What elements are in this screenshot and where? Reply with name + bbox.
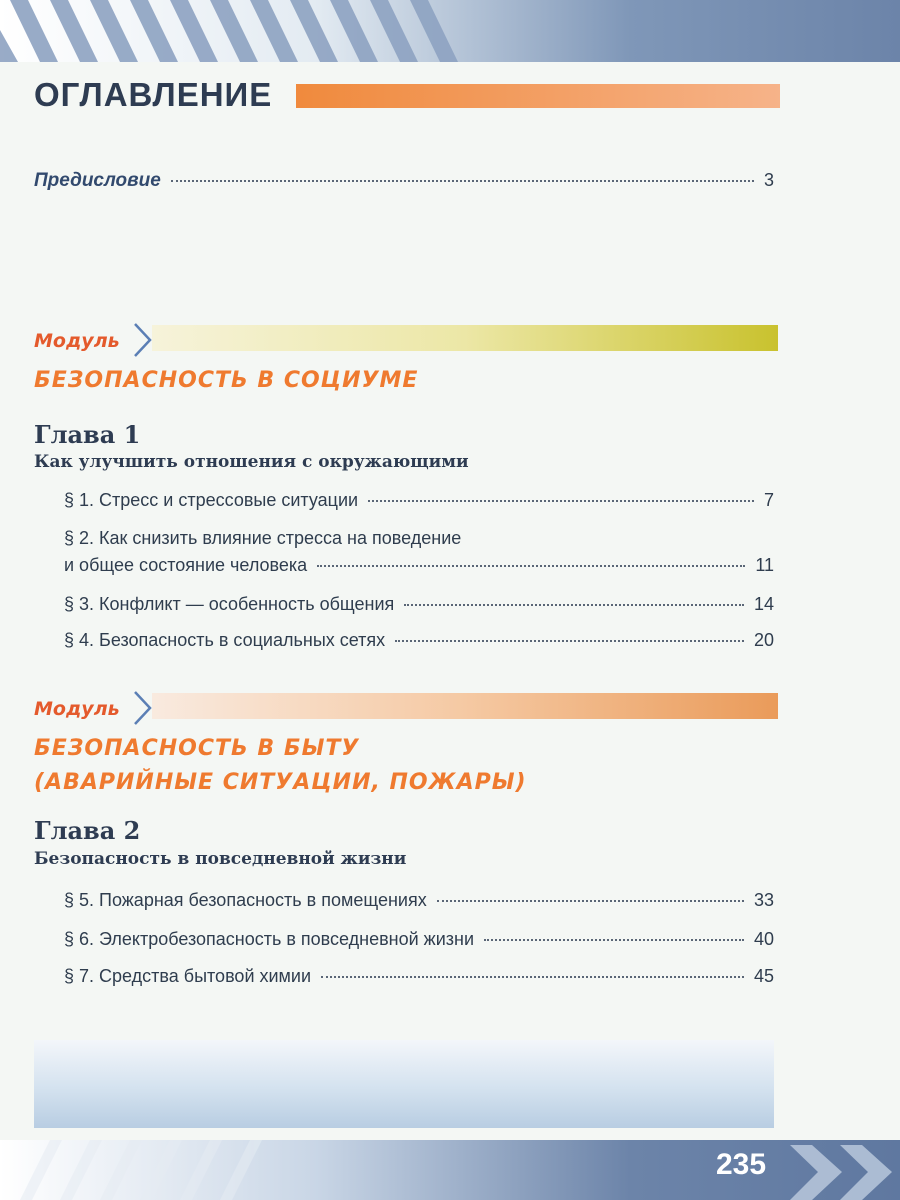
toc-entry-label: и общее состояние человека bbox=[64, 555, 308, 575]
toc-entry-label[interactable]: § 2. Как снизить влияние стресса на поведение bbox=[64, 528, 462, 548]
module-title bbox=[34, 364, 418, 398]
module-accent-bar bbox=[152, 325, 778, 351]
toc-page-number: 3 bbox=[763, 170, 774, 190]
dot-leader bbox=[321, 976, 744, 978]
toc-page-number: 14 bbox=[753, 594, 774, 614]
module-title-line: (АВАРИЙНЫЕ СИТУАЦИИ, ПОЖАРЫ) bbox=[34, 770, 527, 795]
toc-entry-label: § 3. Конфликт — особенность общения bbox=[64, 594, 395, 614]
chevron-right-icon bbox=[132, 690, 154, 726]
chapter-title: Глава 2 bbox=[34, 816, 141, 845]
toc-entry-section[interactable] bbox=[64, 490, 774, 511]
toc-page-number: 45 bbox=[753, 966, 774, 986]
dot-leader bbox=[484, 939, 744, 941]
chevron-right-icon bbox=[132, 322, 154, 358]
toc-entry-label: Предисловие bbox=[34, 170, 161, 191]
title-accent-bar bbox=[296, 84, 780, 108]
toc-entry-label: § 7. Средства бытовой химии bbox=[64, 966, 312, 986]
dot-leader bbox=[404, 604, 744, 606]
toc-entry-preface[interactable] bbox=[34, 170, 774, 192]
module-label: Модуль bbox=[34, 330, 120, 352]
toc-page-number: 40 bbox=[753, 929, 774, 949]
toc-entry-section[interactable] bbox=[64, 630, 774, 651]
dot-leader bbox=[171, 180, 754, 182]
toc-entry-label: § 5. Пожарная безопасность в помещениях bbox=[64, 890, 427, 910]
dot-leader bbox=[395, 640, 744, 642]
toc-entry-label: § 6. Электробезопасность в повседневной жизни bbox=[64, 929, 475, 949]
bottom-gradient-panel bbox=[34, 1040, 774, 1128]
page-number: 235 bbox=[716, 1148, 767, 1181]
diagonal-stripes bbox=[0, 0, 900, 62]
page-title: ОГЛАВЛЕНИЕ bbox=[34, 76, 273, 113]
module-title-line: БЕЗОПАСНОСТЬ В БЫТУ bbox=[34, 736, 360, 761]
dot-leader bbox=[437, 900, 744, 902]
toc-page-number: 20 bbox=[753, 630, 774, 650]
dot-leader bbox=[317, 565, 745, 567]
chapter-title: Глава 1 bbox=[34, 420, 141, 449]
toc-entry-section[interactable] bbox=[64, 594, 774, 615]
module-accent-bar bbox=[152, 693, 778, 719]
toc-entry-section[interactable] bbox=[64, 890, 774, 911]
toc-page-number: 11 bbox=[755, 555, 774, 575]
toc-entry-section[interactable] bbox=[64, 966, 774, 987]
module-title bbox=[34, 732, 527, 800]
module-label: Модуль bbox=[34, 698, 120, 720]
top-decorative-band bbox=[0, 0, 900, 62]
toc-entry-label: § 4. Безопасность в социальных сетях bbox=[64, 630, 386, 650]
toc-page-number: 7 bbox=[763, 490, 774, 510]
dot-leader bbox=[368, 500, 754, 502]
toc-entry-section[interactable] bbox=[64, 555, 774, 576]
toc-entry-section[interactable] bbox=[64, 929, 774, 950]
chapter-subtitle: Как улучшить отношения с окружающими bbox=[34, 452, 469, 472]
toc-entry-label: § 1. Стресс и стрессовые ситуации bbox=[64, 490, 359, 510]
toc-page-number: 33 bbox=[753, 890, 774, 910]
module-title-line: БЕЗОПАСНОСТЬ В СОЦИУМЕ bbox=[34, 368, 419, 393]
chapter-subtitle: Безопасность в повседневной жизни bbox=[34, 849, 407, 869]
